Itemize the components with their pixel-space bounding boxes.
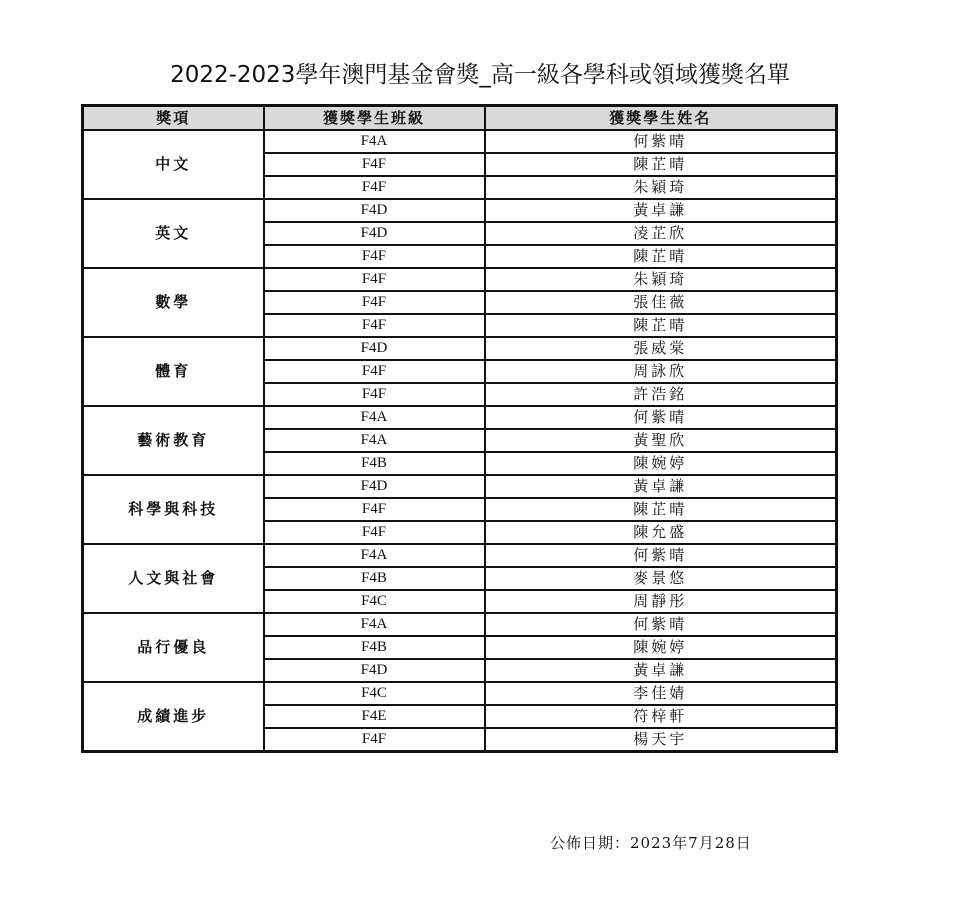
- student-name-cell: 符梓軒: [485, 705, 837, 728]
- class-cell: F4D: [264, 659, 485, 682]
- class-cell: F4F: [264, 521, 485, 544]
- student-name-cell: 黃卓謙: [485, 199, 837, 222]
- student-name-cell: 陳芷晴: [485, 245, 837, 268]
- subject-cell: 科學與科技: [83, 475, 264, 544]
- class-cell: F4C: [264, 682, 485, 705]
- class-cell: F4F: [264, 314, 485, 337]
- student-name-cell: 黃卓謙: [485, 659, 837, 682]
- class-cell: F4F: [264, 360, 485, 383]
- table-row: [83, 544, 837, 567]
- student-name-cell: 黃聖欣: [485, 429, 837, 452]
- class-cell: F4F: [264, 291, 485, 314]
- student-name-cell: 陳芷晴: [485, 314, 837, 337]
- student-name-cell: 何紫晴: [485, 613, 837, 636]
- student-name-cell: 周詠欣: [485, 360, 837, 383]
- table-row: [83, 406, 837, 429]
- student-name-cell: 朱穎琦: [485, 268, 837, 291]
- class-cell: F4F: [264, 268, 485, 291]
- student-name-cell: 黃卓謙: [485, 475, 837, 498]
- student-name-cell: 麥景悠: [485, 567, 837, 590]
- subject-cell: 體育: [83, 337, 264, 406]
- table-row: [83, 268, 837, 291]
- student-name-cell: 李佳婧: [485, 682, 837, 705]
- table-row: [83, 337, 837, 360]
- table-row: [83, 613, 837, 636]
- student-name-cell: 陳婉婷: [485, 452, 837, 475]
- class-cell: F4A: [264, 130, 485, 153]
- class-cell: F4A: [264, 544, 485, 567]
- table-row: [83, 475, 837, 498]
- class-cell: F4D: [264, 475, 485, 498]
- class-cell: F4D: [264, 222, 485, 245]
- table-header-row: [83, 106, 837, 131]
- student-name-cell: 何紫晴: [485, 130, 837, 153]
- header-class: 獲獎學生班級: [264, 106, 485, 131]
- table-row: [83, 130, 837, 153]
- class-cell: F4F: [264, 498, 485, 521]
- student-name-cell: 何紫晴: [485, 406, 837, 429]
- class-cell: F4F: [264, 176, 485, 199]
- subject-cell: 人文與社會: [83, 544, 264, 613]
- class-cell: F4B: [264, 636, 485, 659]
- student-name-cell: 陳芷晴: [485, 153, 837, 176]
- student-name-cell: 許浩銘: [485, 383, 837, 406]
- class-cell: F4C: [264, 590, 485, 613]
- subject-cell: 品行優良: [83, 613, 264, 682]
- table-row: [83, 199, 837, 222]
- class-cell: F4F: [264, 153, 485, 176]
- subject-cell: 英文: [83, 199, 264, 268]
- class-cell: F4D: [264, 337, 485, 360]
- class-cell: F4F: [264, 728, 485, 752]
- announcement-date: 公佈日期：2023年7月28日: [550, 834, 752, 852]
- student-name-cell: 朱穎琦: [485, 176, 837, 199]
- subject-cell: 藝術教育: [83, 406, 264, 475]
- class-cell: F4A: [264, 613, 485, 636]
- page-title: 2022-2023學年澳門基金會獎_高一級各學科或領域獲獎名單: [170, 62, 790, 88]
- class-cell: F4F: [264, 245, 485, 268]
- student-name-cell: 陳允盛: [485, 521, 837, 544]
- award-table: [81, 104, 838, 753]
- student-name-cell: 何紫晴: [485, 544, 837, 567]
- subject-cell: 中文: [83, 130, 264, 199]
- award-table-body: [83, 130, 837, 752]
- student-name-cell: 楊天宇: [485, 728, 837, 752]
- class-cell: F4B: [264, 452, 485, 475]
- class-cell: F4A: [264, 406, 485, 429]
- subject-cell: 成績進步: [83, 682, 264, 752]
- student-name-cell: 陳芷晴: [485, 498, 837, 521]
- class-cell: F4E: [264, 705, 485, 728]
- class-cell: F4F: [264, 383, 485, 406]
- header-name: 獲獎學生姓名: [485, 106, 837, 131]
- class-cell: F4A: [264, 429, 485, 452]
- student-name-cell: 周靜彤: [485, 590, 837, 613]
- subject-cell: 數學: [83, 268, 264, 337]
- student-name-cell: 凌芷欣: [485, 222, 837, 245]
- class-cell: F4D: [264, 199, 485, 222]
- class-cell: F4B: [264, 567, 485, 590]
- student-name-cell: 張威棠: [485, 337, 837, 360]
- student-name-cell: 張佳薇: [485, 291, 837, 314]
- header-subject: 獎項: [83, 106, 264, 131]
- table-row: [83, 682, 837, 705]
- student-name-cell: 陳婉婷: [485, 636, 837, 659]
